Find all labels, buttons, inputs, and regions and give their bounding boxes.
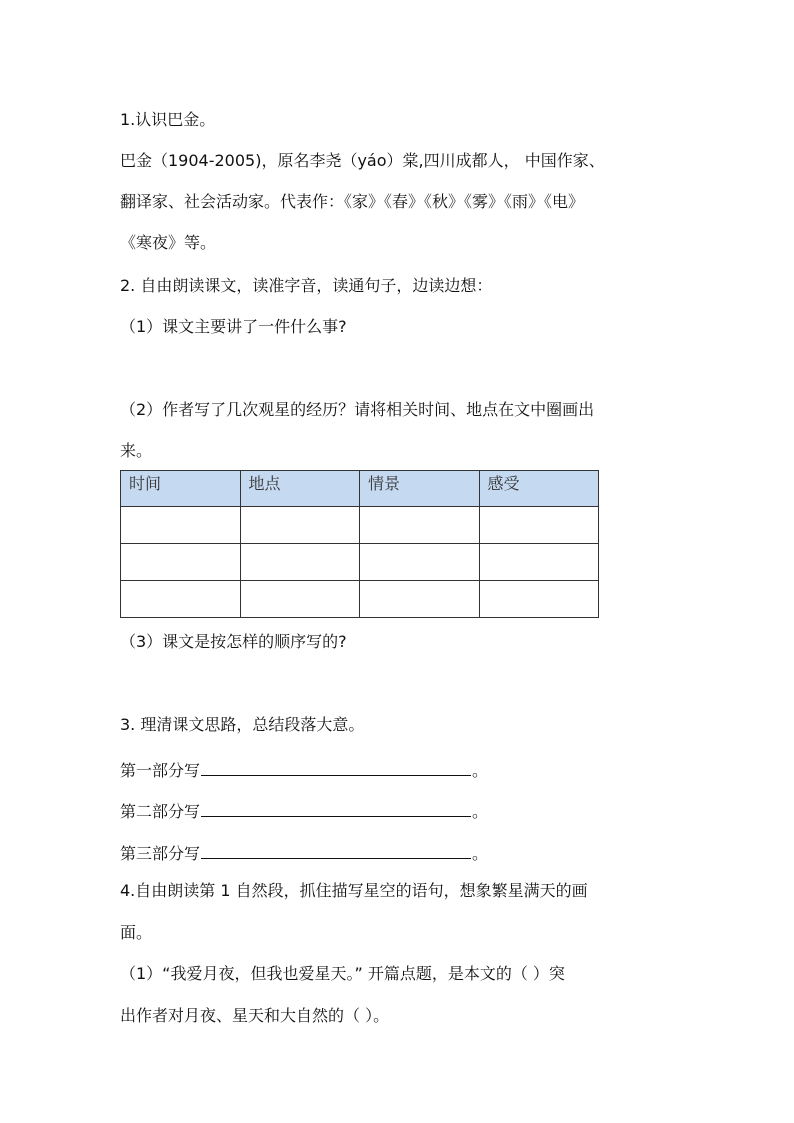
q3-part-3 [120, 840, 488, 864]
q1-text-line-1: 巴金（1904-2005)，原名李尧（yáo）棠,四川成都人， 中国作家、 [120, 151, 605, 170]
table-cell[interactable] [360, 507, 480, 544]
table-cell[interactable] [240, 544, 360, 581]
q3-part-3-end: 。 [472, 844, 489, 863]
table-header-row [121, 471, 599, 507]
table-header-time: 时间 [121, 471, 241, 507]
q2-sub2-line-2: 来。 [120, 441, 153, 460]
q3-part-1-label: 第一部分写 [120, 761, 201, 780]
q3-title: 3. 理清课文思路，总结段落大意。 [120, 715, 365, 734]
q3-part-1-blank[interactable] [201, 757, 471, 776]
q3-part-2-end: 。 [472, 802, 489, 821]
q3-part-3-label: 第三部分写 [120, 844, 201, 863]
table-row [121, 581, 599, 618]
table-cell[interactable] [121, 507, 241, 544]
q2-sub1: （1）课文主要讲了一件什么事? [120, 317, 347, 336]
q4-sub1-line-1: （1）“我爱月夜，但我也爱星天。” 开篇点题，是本文的（ ）突 [120, 964, 565, 983]
q4-title-line-2: 面。 [120, 923, 153, 942]
table-cell[interactable] [479, 581, 599, 618]
table-header-place: 地点 [240, 471, 360, 507]
table-header-scene: 情景 [360, 471, 480, 507]
table-cell[interactable] [240, 581, 360, 618]
observation-table [120, 470, 599, 618]
q2-title: 2. 自由朗读课文，读准字音，读通句子，边读边想： [120, 276, 493, 295]
q1-text-line-3: 《寒夜》等。 [120, 233, 217, 252]
q1-text-line-2: 翻译家、社会活动家。代表作：《家》《春》《秋》《雾》《雨》《电》 [120, 192, 585, 211]
q3-part-2-label: 第二部分写 [120, 802, 201, 821]
q3-part-2 [120, 798, 488, 822]
q4-sub1-line-2: 出作者对月夜、星天和大自然的（ ）。 [120, 1006, 390, 1025]
table-cell[interactable] [121, 581, 241, 618]
table-row [121, 507, 599, 544]
table-cell[interactable] [479, 507, 599, 544]
q3-part-2-blank[interactable] [201, 798, 471, 817]
table-cell[interactable] [360, 581, 480, 618]
q3-part-3-blank[interactable] [201, 840, 471, 859]
table-row [121, 544, 599, 581]
table-cell[interactable] [479, 544, 599, 581]
table-cell[interactable] [360, 544, 480, 581]
q2-sub2-line-1: （2）作者写了几次观星的经历？请将相关时间、地点在文中圈画出 [120, 400, 595, 419]
table-cell[interactable] [121, 544, 241, 581]
q2-sub3: （3）课文是按怎样的顺序写的? [120, 632, 347, 651]
table-header-feeling: 感受 [479, 471, 599, 507]
q3-part-1 [120, 757, 488, 781]
table-cell[interactable] [240, 507, 360, 544]
q4-title-line-1: 4.自由朗读第 1 自然段，抓住描写星空的语句，想象繁星满天的画 [120, 881, 588, 900]
q1-title: 1.认识巴金。 [120, 110, 216, 129]
q3-part-1-end: 。 [472, 761, 489, 780]
